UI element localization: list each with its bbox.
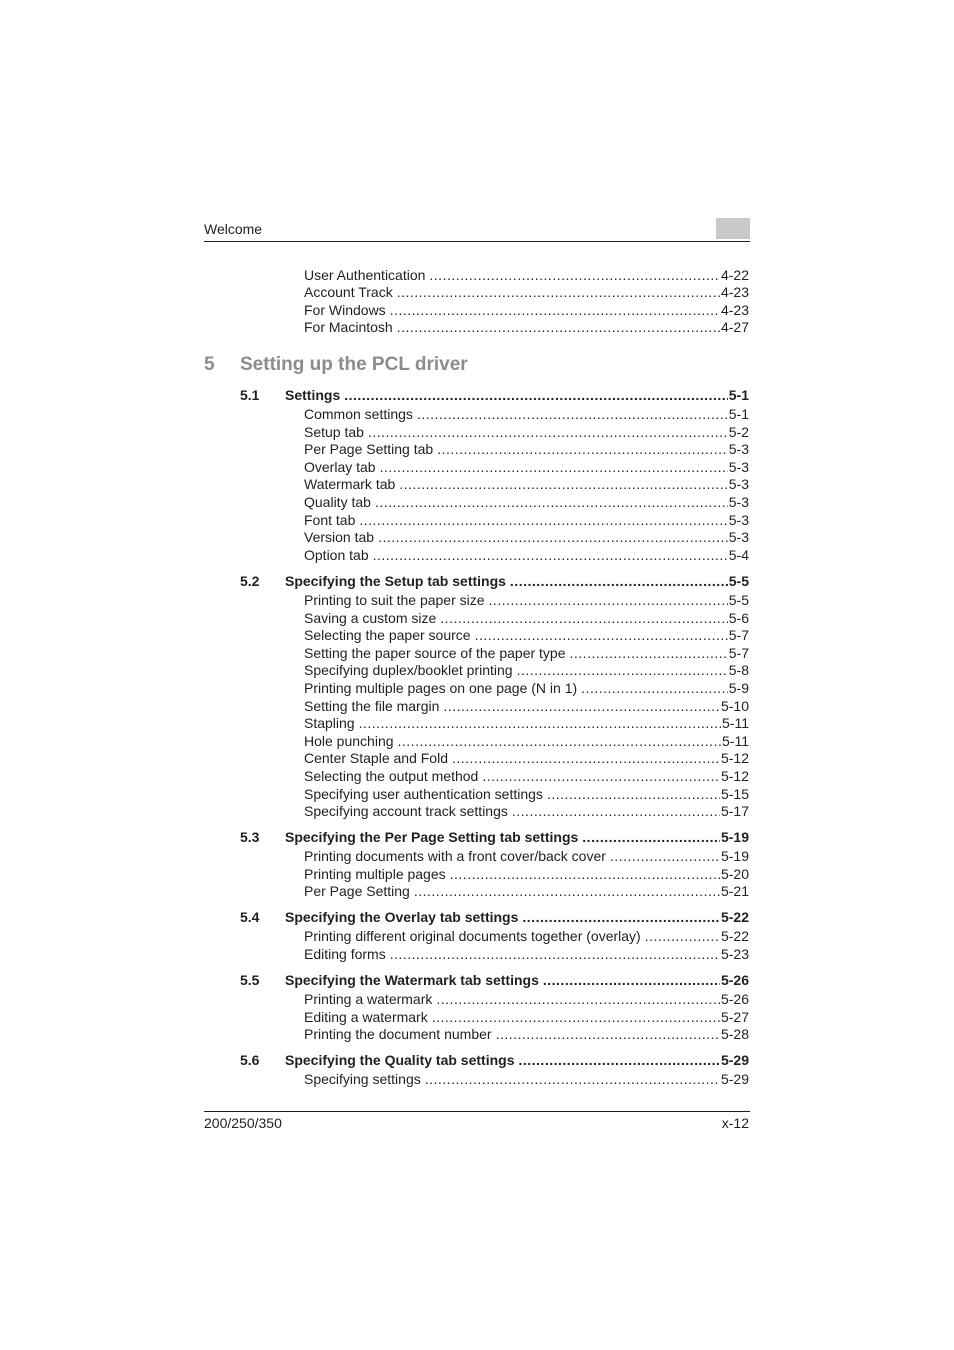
header-divider	[204, 241, 750, 242]
toc-entry-page: 5-26	[720, 972, 749, 988]
dot-leader	[390, 302, 720, 319]
toc-entry-page: 5-2	[728, 424, 749, 440]
dot-leader	[359, 715, 721, 732]
dot-leader	[443, 698, 720, 715]
toc-entry-label: Version tab	[304, 529, 375, 545]
dot-leader	[436, 991, 720, 1008]
dot-leader	[510, 573, 728, 590]
toc-entry-page: 5-5	[728, 592, 749, 608]
footer-divider	[204, 1111, 750, 1112]
toc-entry[interactable]	[304, 1071, 749, 1088]
dot-leader	[397, 284, 720, 301]
dot-leader	[522, 909, 720, 926]
toc-entry[interactable]	[304, 406, 749, 423]
toc-entry-page: 5-19	[720, 829, 749, 845]
toc-entry-label: Editing forms	[304, 946, 386, 962]
dot-leader	[398, 733, 722, 750]
toc-entry[interactable]	[304, 284, 749, 301]
toc-entry-label: Per Page Setting tab	[304, 441, 434, 457]
toc-entry-page: 5-19	[720, 848, 749, 864]
dot-leader	[373, 547, 728, 564]
toc-entry-label: Specifying the Watermark tab settings	[285, 972, 539, 988]
toc-entry-label: Font tab	[304, 512, 356, 528]
toc-entry-page: 5-20	[720, 866, 749, 882]
dot-leader	[482, 768, 720, 785]
toc-entry-page: 5-3	[728, 476, 749, 492]
toc-entry-page: 5-21	[720, 883, 749, 899]
toc-entry-label: Printing documents with a front cover/back cover	[304, 848, 606, 864]
toc-entry-label: Specifying user authentication settings	[304, 786, 543, 802]
dot-leader	[368, 424, 728, 441]
toc-entry[interactable]	[304, 424, 749, 441]
dot-leader	[390, 946, 720, 963]
dot-leader	[582, 829, 720, 846]
dot-leader	[414, 883, 720, 900]
toc-entry[interactable]	[304, 733, 749, 750]
toc-entry[interactable]	[304, 441, 749, 458]
toc-section-heading[interactable]	[240, 1052, 749, 1069]
toc-entry-label: Setting the paper source of the paper type	[304, 645, 566, 661]
toc-entry-label: Settings	[285, 387, 341, 403]
dot-leader	[380, 459, 728, 476]
chapter-title: Setting up the PCL driver	[240, 354, 468, 375]
toc-entry-label: For Windows	[304, 302, 386, 318]
section-number: 5.4	[240, 909, 260, 925]
dot-leader	[496, 1026, 720, 1043]
toc-entry-label: Printing the document number	[304, 1026, 492, 1042]
toc-entry-page: 4-27	[720, 319, 749, 335]
toc-entry[interactable]	[304, 750, 749, 767]
toc-entry-page: 5-3	[728, 512, 749, 528]
toc-entry-page: 5-3	[728, 494, 749, 510]
toc-entry[interactable]	[304, 494, 749, 511]
footer-page-number: x-12	[721, 1115, 749, 1131]
toc-entry[interactable]	[304, 1009, 749, 1026]
toc-entry[interactable]	[304, 645, 749, 662]
toc-section-heading[interactable]	[240, 972, 749, 989]
toc-entry-page: 5-4	[728, 547, 749, 563]
header-tab-marker	[716, 218, 750, 239]
dot-leader	[417, 406, 728, 423]
dot-leader	[344, 387, 728, 404]
toc-entry[interactable]	[304, 698, 749, 715]
toc-entry-label: Printing multiple pages	[304, 866, 446, 882]
toc-entry-page: 5-1	[728, 406, 749, 422]
section-number: 5.3	[240, 829, 260, 845]
toc-entry-page: 5-3	[728, 441, 749, 457]
toc-entry[interactable]	[304, 786, 749, 803]
toc-entry-page: 5-9	[728, 680, 749, 696]
toc-entry-page: 5-7	[728, 627, 749, 643]
toc-entry-page: 5-22	[720, 909, 749, 925]
dot-leader	[399, 476, 727, 493]
toc-entry-label: Editing a watermark	[304, 1009, 428, 1025]
dot-leader	[518, 1052, 719, 1069]
toc-entry-label: Printing to suit the paper size	[304, 592, 485, 608]
toc-entry-label: Setting the file margin	[304, 698, 440, 714]
toc-entry-label: Saving a custom size	[304, 610, 437, 626]
toc-entry-label: Specifying settings	[304, 1071, 421, 1087]
toc-section-heading[interactable]	[240, 387, 749, 404]
toc-entry-page: 5-3	[728, 529, 749, 545]
toc-entry[interactable]	[304, 476, 749, 493]
toc-entry-page: 5-26	[720, 991, 749, 1007]
dot-leader	[397, 319, 720, 336]
dot-leader	[645, 928, 720, 945]
dot-leader	[475, 627, 728, 644]
running-header-title: Welcome	[204, 221, 263, 237]
dot-leader	[429, 267, 720, 284]
toc-entry-label: Account Track	[304, 284, 393, 300]
toc-entry-label: For Macintosh	[304, 319, 393, 335]
toc-entry-page: 5-22	[720, 928, 749, 944]
toc-entry[interactable]	[304, 928, 749, 945]
toc-entry-page: 5-11	[722, 715, 749, 731]
toc-entry-page: 5-1	[728, 387, 749, 403]
toc-entry-page: 4-23	[720, 302, 749, 318]
toc-entry-page: 5-7	[728, 645, 749, 661]
toc-entry-label: Printing different original documents together (overlay)	[304, 928, 641, 944]
toc-entry-label: Quality tab	[304, 494, 371, 510]
toc-entry-page: 5-17	[720, 803, 749, 819]
dot-leader	[570, 645, 728, 662]
dot-leader	[378, 529, 728, 546]
footer-model: 200/250/350	[204, 1115, 282, 1131]
toc-entry-label: Printing multiple pages on one page (N in 1)	[304, 680, 578, 696]
toc-entry[interactable]	[304, 302, 749, 319]
toc-entry[interactable]	[304, 267, 749, 284]
chapter-heading	[204, 354, 468, 376]
toc-entry-page: 5-8	[728, 662, 749, 678]
toc-entry[interactable]	[304, 946, 749, 963]
section-number: 5.2	[240, 573, 260, 589]
dot-leader	[359, 512, 727, 529]
toc-entry-page: 5-3	[728, 459, 749, 475]
dot-leader	[425, 1071, 720, 1088]
toc-entry-page: 5-15	[720, 786, 749, 802]
section-number: 5.1	[240, 387, 260, 403]
toc-entry-page: 5-12	[720, 750, 749, 766]
dot-leader	[610, 848, 720, 865]
toc-entry[interactable]	[304, 803, 749, 820]
toc-entry[interactable]	[304, 547, 749, 564]
toc-entry[interactable]	[304, 1026, 749, 1043]
toc-entry-label: Center Staple and Fold	[304, 750, 448, 766]
toc-entry-label: Per Page Setting	[304, 883, 410, 899]
toc-entry-label: Overlay tab	[304, 459, 376, 475]
chapter-number: 5	[204, 354, 215, 375]
dot-leader	[452, 750, 720, 767]
toc-section-heading[interactable]	[240, 573, 749, 590]
dot-leader	[437, 441, 728, 458]
toc-entry-label: Specifying the Setup tab settings	[285, 573, 506, 589]
toc-entry[interactable]	[304, 610, 749, 627]
dot-leader	[512, 803, 720, 820]
toc-entry-page: 5-23	[720, 946, 749, 962]
toc-entry-label: User Authentication	[304, 267, 426, 283]
toc-entry[interactable]	[304, 768, 749, 785]
dot-leader	[375, 494, 728, 511]
toc-entry[interactable]	[304, 627, 749, 644]
dot-leader	[581, 680, 728, 697]
toc-entry-label: Hole punching	[304, 733, 394, 749]
toc-entry-page: 5-28	[720, 1026, 749, 1042]
toc-entry-label: Specifying account track settings	[304, 803, 508, 819]
toc-entry-label: Specifying the Quality tab settings	[285, 1052, 515, 1068]
toc-entry-page: 5-6	[728, 610, 749, 626]
toc-section-heading[interactable]	[240, 829, 749, 846]
toc-entry-page: 5-10	[720, 698, 749, 714]
toc-entry[interactable]	[304, 848, 749, 865]
toc-entry-page: 5-29	[720, 1052, 749, 1068]
toc-entry-label: Specifying duplex/booklet printing	[304, 662, 513, 678]
toc-entry-label: Option tab	[304, 547, 369, 563]
toc-entry[interactable]	[304, 866, 749, 883]
toc-entry[interactable]	[304, 512, 749, 529]
toc-entry-label: Watermark tab	[304, 476, 396, 492]
toc-entry-label: Setup tab	[304, 424, 364, 440]
toc-entry[interactable]	[304, 715, 749, 732]
toc-entry-page: 4-23	[720, 284, 749, 300]
toc-entry-label: Selecting the output method	[304, 768, 479, 784]
toc-entry[interactable]	[304, 991, 749, 1008]
toc-entry-page: 5-29	[720, 1071, 749, 1087]
toc-entry[interactable]	[304, 662, 749, 679]
dot-leader	[489, 592, 728, 609]
dot-leader	[432, 1009, 720, 1026]
dot-leader	[440, 610, 727, 627]
dot-leader	[547, 786, 720, 803]
toc-entry-page: 5-11	[722, 733, 749, 749]
toc-entry-label: Specifying the Overlay tab settings	[285, 909, 519, 925]
toc-entry-label: Selecting the paper source	[304, 627, 471, 643]
toc-entry-page: 4-22	[720, 267, 749, 283]
toc-entry-label: Printing a watermark	[304, 991, 433, 1007]
toc-entry-page: 5-12	[720, 768, 749, 784]
toc-entry[interactable]	[304, 529, 749, 546]
section-number: 5.5	[240, 972, 260, 988]
toc-section-heading[interactable]	[240, 909, 749, 926]
dot-leader	[517, 662, 728, 679]
toc-entry-page: 5-5	[728, 573, 749, 589]
dot-leader	[543, 972, 720, 989]
toc-entry-label: Specifying the Per Page Setting tab settings	[285, 829, 579, 845]
section-number: 5.6	[240, 1052, 260, 1068]
toc-entry[interactable]	[304, 680, 749, 697]
toc-entry[interactable]	[304, 319, 749, 336]
toc-entry-label: Stapling	[304, 715, 355, 731]
toc-entry-page: 5-27	[720, 1009, 749, 1025]
toc-entry[interactable]	[304, 592, 749, 609]
toc-entry[interactable]	[304, 883, 749, 900]
toc-entry-label: Common settings	[304, 406, 413, 422]
dot-leader	[450, 866, 720, 883]
toc-entry[interactable]	[304, 459, 749, 476]
